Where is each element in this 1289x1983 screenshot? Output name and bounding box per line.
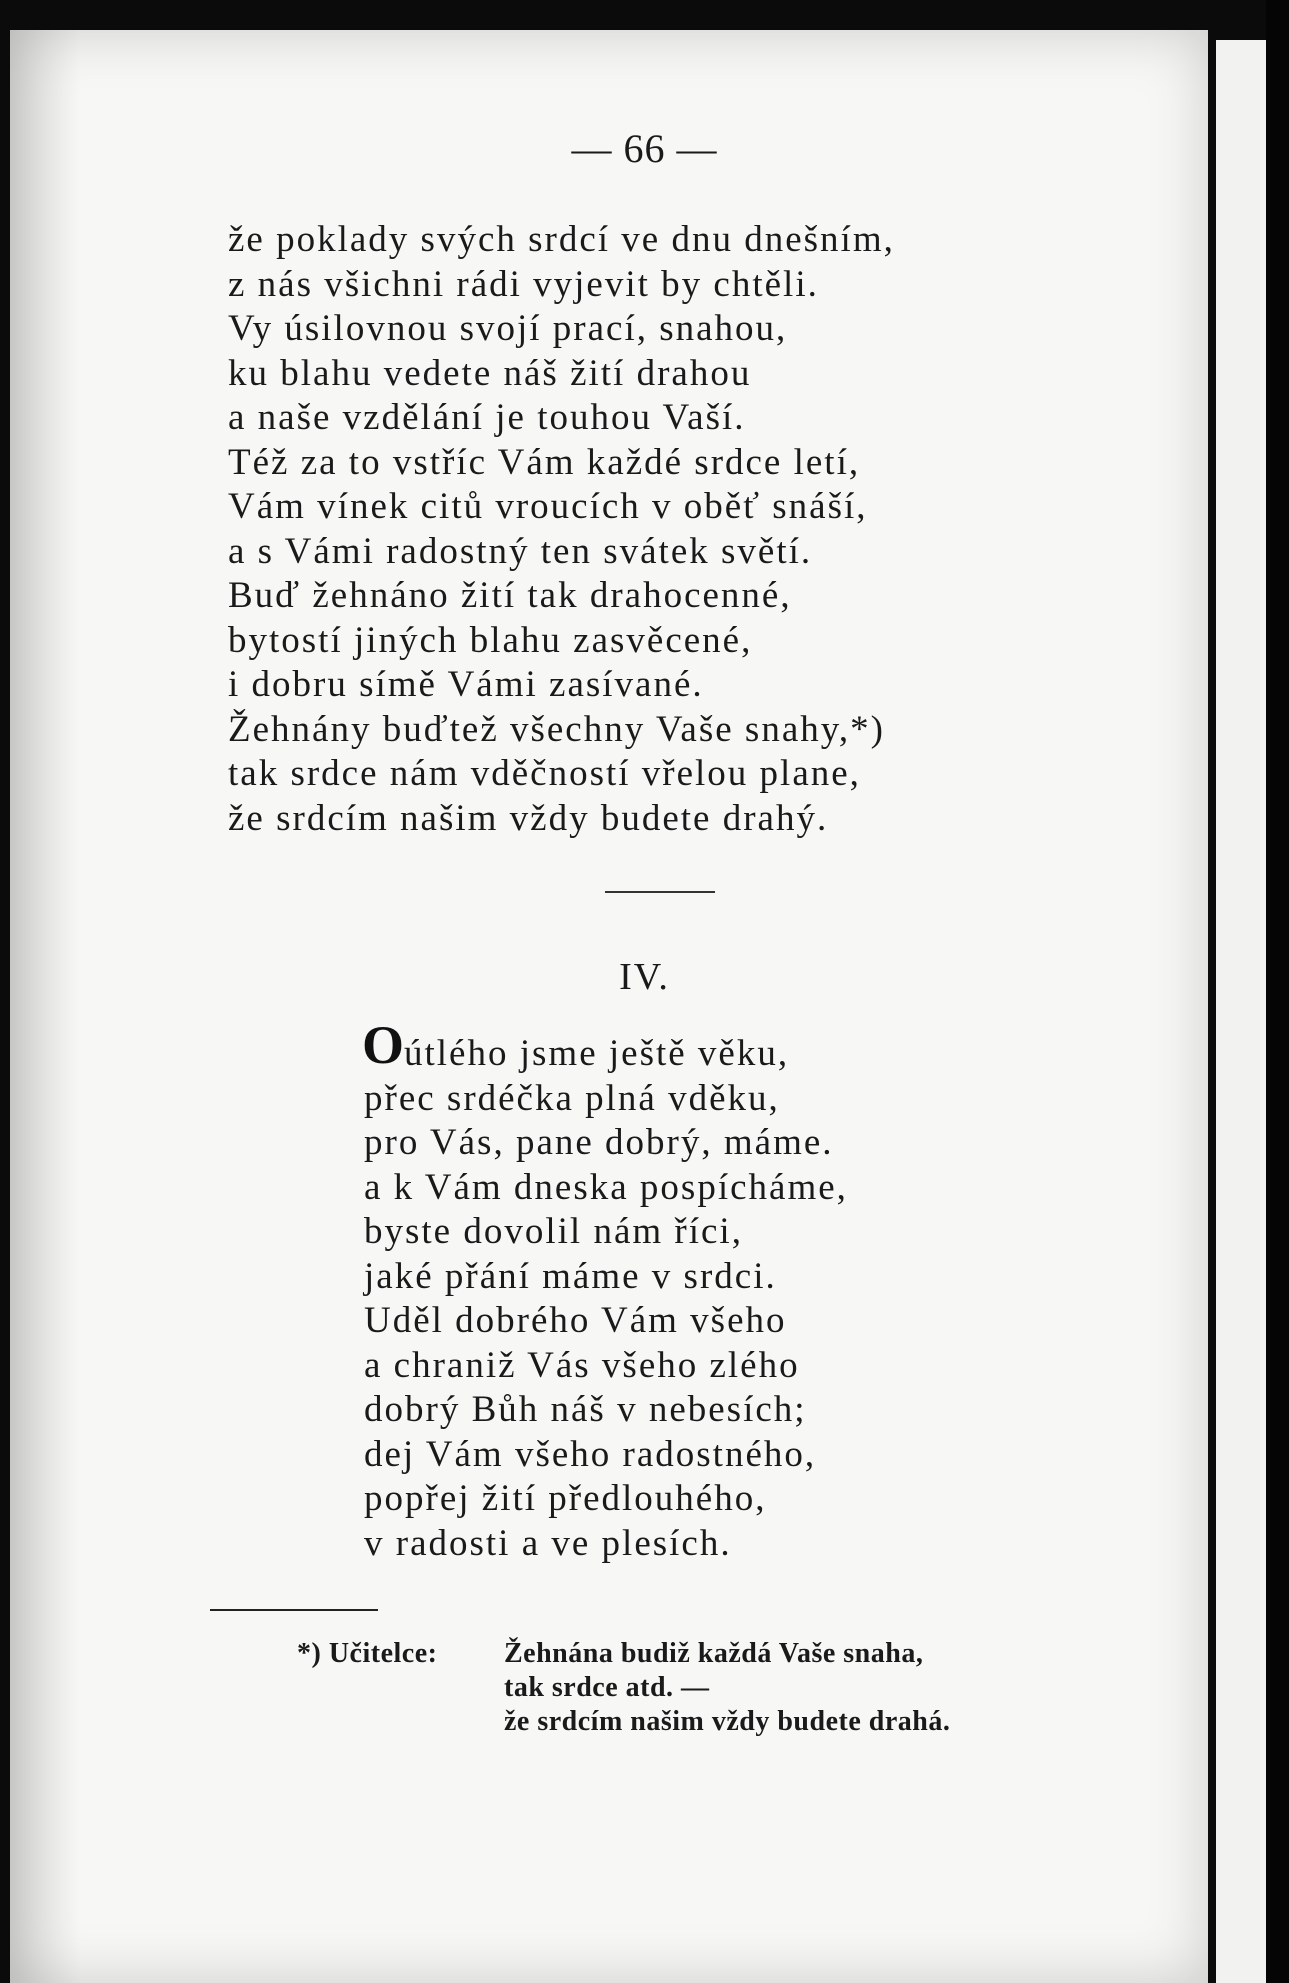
footnote-marker: *) Učitelce: xyxy=(297,1638,438,1669)
verse-line: tak srdce nám vděčností vřelou plane, xyxy=(228,753,861,794)
verse-line: a chraniž Vás všeho zlého xyxy=(364,1344,800,1386)
verse-line: že poklady svých srdcí ve dnu dnešním, xyxy=(228,219,895,260)
verse-line: pro Vás, pane dobrý, máme. xyxy=(364,1122,834,1163)
verse-line: Žehnány buďtež všechny Vaše snahy,*) xyxy=(228,708,885,750)
verse-line: že srdcím našim vždy budete drahý. xyxy=(228,797,829,839)
adjacent-page-strip xyxy=(1216,40,1266,1983)
footnote-line: Žehnána budiž každá Vaše snaha, xyxy=(504,1638,924,1669)
verse-line: Též za to vstříc Vám každé srdce letí, xyxy=(228,441,861,483)
verse-line: a naše vzdělání je touhou Vaší. xyxy=(228,397,746,438)
verse-line: Uděl dobrého Vám všeho xyxy=(364,1300,787,1341)
section-divider xyxy=(605,891,715,893)
verse-line: bytostí jiných blahu zasvěcené, xyxy=(228,619,753,661)
footnote-rule xyxy=(210,1609,378,1611)
page-number: — 66 — xyxy=(571,126,718,171)
verse-line: z nás všichni rádi vyjevit by chtěli. xyxy=(228,263,819,305)
verse-line: Vám vínek citů vroucích v oběť snáší, xyxy=(228,486,868,527)
verse-line: popřej žití předlouhého, xyxy=(364,1478,767,1519)
stanza-continued xyxy=(228,218,895,841)
stanza-iv xyxy=(364,1032,848,1566)
verse-line: a k Vám dneska pospícháme, xyxy=(364,1166,848,1208)
verse-line: Buď žehnáno žití tak drahocenné, xyxy=(228,575,792,616)
scan-top-edge xyxy=(0,0,1289,30)
footnote-line: že srdcím našim vždy budete drahá. xyxy=(504,1706,951,1737)
section-heading: IV. xyxy=(619,956,670,998)
verse-line: a s Vámi radostný ten svátek světí. xyxy=(228,530,813,572)
verse-line: dobrý Bůh náš v nebesích; xyxy=(364,1389,807,1430)
verse-line: Vy úsilovnou svojí prací, snahou, xyxy=(228,308,788,349)
verse-line: dej Vám všeho radostného, xyxy=(364,1433,817,1475)
footnote-line: tak srdce atd. — xyxy=(504,1672,710,1703)
verse-line: přec srdéčka plná vděku, xyxy=(364,1077,780,1119)
verse-line: ku blahu vedete náš žití drahou xyxy=(228,352,752,394)
verse-line: v radosti a ve plesích. xyxy=(364,1522,732,1564)
verse-line: útlého jsme ještě věku, xyxy=(404,1033,790,1074)
footnote-lines xyxy=(504,1637,950,1739)
verse-line: byste dovolil nám říci, xyxy=(364,1211,743,1252)
verse-line: i dobru símě Vámi zasívané. xyxy=(228,664,704,705)
drop-cap: O xyxy=(362,1015,405,1075)
verse-line: jaké přání máme v srdci. xyxy=(364,1255,777,1297)
